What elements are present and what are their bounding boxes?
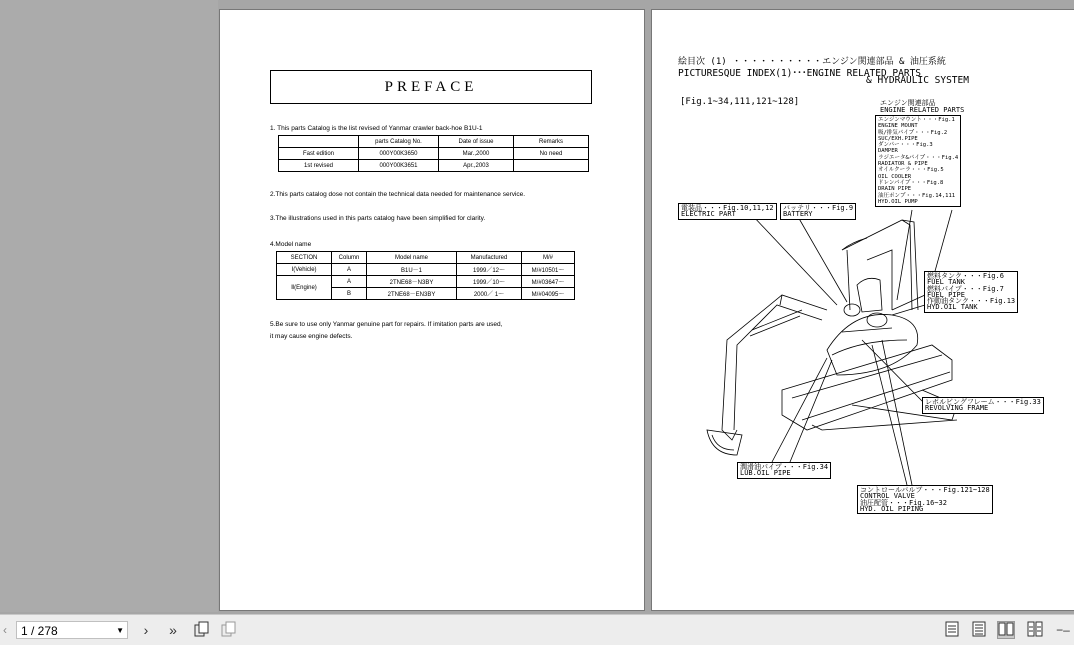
preface-title: PREFACE xyxy=(384,79,478,95)
callout-line: 潤滑油パイプ・・・Fig.34 xyxy=(740,463,829,471)
callout-line: 吸/排気パイプ・・・Fig.2 xyxy=(878,129,948,136)
more-options-icon[interactable]: −– xyxy=(1056,623,1070,637)
table-cell: B xyxy=(332,288,367,300)
table-cell: 000Y00K3651 xyxy=(359,160,439,172)
callout-line: REVOLVING FRAME xyxy=(925,404,989,413)
callout-line: 電装品・・・Fig.10,11,12 xyxy=(681,204,774,212)
catalog-header-remarks: Remarks xyxy=(514,136,589,148)
revolving-frame-box xyxy=(922,397,1044,414)
callout-line: BATTERY xyxy=(783,210,813,219)
copy-icon xyxy=(194,621,210,637)
fuel-tank-box xyxy=(924,271,1018,313)
callout-line: RADIATOR & PIPE xyxy=(878,161,928,168)
callout-line: 燃料タンク・・・Fig.6 xyxy=(927,272,1004,280)
page-indicator: 1 / 278 xyxy=(21,624,58,638)
table-cell: A xyxy=(332,276,367,288)
battery-box xyxy=(780,203,856,220)
table-cell xyxy=(514,160,589,172)
model-header-column: Column xyxy=(332,252,367,264)
table-cell: 1999／12～ xyxy=(457,264,522,276)
lub-oil-pipe-box xyxy=(737,462,831,479)
document-page-2 xyxy=(652,10,1074,610)
callout-line: FUEL PIPE xyxy=(927,290,965,299)
table-cell: Ⅱ(Engine) xyxy=(277,276,332,300)
table-cell: Fast edition xyxy=(279,148,359,160)
model-header-mnum: M/# xyxy=(522,252,575,264)
callout-line: SUC/EXH.PIPE xyxy=(878,135,918,142)
document-page-1 xyxy=(220,10,644,610)
callout-line: 油圧配管・・・Fig.16~32 xyxy=(860,498,947,507)
two-page-view-button[interactable] xyxy=(997,621,1015,639)
model-table xyxy=(276,251,575,300)
single-page-view-button[interactable] xyxy=(943,621,961,639)
table-row xyxy=(279,160,589,172)
callout-line: コントロールバルブ・・・Fig.121~128 xyxy=(860,486,990,494)
viewer-toolbar xyxy=(0,614,1074,645)
table-cell: No need xyxy=(514,148,589,160)
item-1-text: 1. This parts Catalog is the list revised of Yanmar crawler back-hoe B1U-1 xyxy=(270,125,483,132)
model-header-section: SECTION xyxy=(277,252,332,264)
control-valve-box xyxy=(857,485,993,514)
engine-parts-box xyxy=(875,115,961,207)
page-number-field[interactable] xyxy=(16,621,128,639)
engine-parts-en: ENGINE RELATED PARTS xyxy=(880,106,965,114)
prev-page-partial-icon[interactable]: ‹ xyxy=(3,623,7,637)
callout-line: DRAIN PIPE xyxy=(878,186,912,193)
catalog-table xyxy=(278,135,589,172)
left-gutter xyxy=(0,0,218,612)
table-cell: Ⅰ(Vehicle) xyxy=(277,264,332,276)
callout-line: ラジエータ&パイプ・・・Fig.4 xyxy=(878,154,959,161)
table-cell: Apr.,2003 xyxy=(439,160,514,172)
table-cell: M/#03647～ xyxy=(522,276,575,288)
callout-line: CONTROL VALVE xyxy=(860,492,915,501)
index-heading-jp: 絵目次 (1) ・・・・・・・・・・エンジン関連部品 & 油圧系統 xyxy=(678,57,946,67)
callout-line: ELECTRIC PART xyxy=(681,210,736,219)
callout-line: FUEL TANK xyxy=(927,278,965,287)
table-cell: 1st revised xyxy=(279,160,359,172)
callout-line: HYD. OIL PIPING xyxy=(860,504,924,513)
table-cell: A xyxy=(332,264,367,276)
table-cell: Mar.,2000 xyxy=(439,148,514,160)
item-4-text: 4.Model name xyxy=(270,241,312,248)
callout-line: 油圧ポンプ・・・Fig.14,111 xyxy=(878,192,956,199)
single-page-icon xyxy=(945,621,959,637)
engine-parts-jp: エンジン関連部品 xyxy=(880,99,936,107)
callout-line: オイルクーラ・・・Fig.5 xyxy=(878,167,944,174)
catalog-header-blank xyxy=(279,136,359,148)
callout-line: エンジンマウント・・・Fig.1 xyxy=(878,117,955,123)
callout-line: HYD.OIL TANK xyxy=(927,303,978,312)
table-cell: 2000／ 1～ xyxy=(457,288,522,300)
table-cell: 000Y00K3650 xyxy=(359,148,439,160)
chevron-down-icon[interactable]: ▼ xyxy=(116,626,124,635)
table-row xyxy=(277,264,575,276)
item-5-line-1: 5.Be sure to use only Yanmar genuine part for repairs. If imitation parts are used, xyxy=(270,321,503,328)
table-cell: M/#04095～ xyxy=(522,288,575,300)
table-cell: 1999／10～ xyxy=(457,276,522,288)
model-header-manufactured: Manufactured xyxy=(457,252,522,264)
continuous-page-icon xyxy=(972,621,986,637)
callout-line: レボルビングフレーム・・・Fig.33 xyxy=(925,398,1041,406)
index-heading-en-2: & HYDRAULIC SYSTEM xyxy=(866,75,969,86)
catalog-header-date: Date of issue xyxy=(439,136,514,148)
export-page-button[interactable] xyxy=(220,621,238,639)
callout-line: 作動油タンク・・・Fig.13 xyxy=(927,297,1016,306)
copy-page-button[interactable] xyxy=(193,621,211,639)
callout-line: ダンパー・・・Fig.3 xyxy=(878,142,933,149)
table-row xyxy=(279,148,589,160)
callout-line: バッテリ・・・Fig.9 xyxy=(783,204,854,212)
callout-line: LUB.OIL PIPE xyxy=(740,469,791,478)
item-3-text: 3.The illustrations used in this parts catalog have been simplified for clarity. xyxy=(270,215,486,222)
table-cell: M/#10501～ xyxy=(522,264,575,276)
table-cell: 2TNE68－EN3BY xyxy=(367,288,457,300)
table-cell: B1U－1 xyxy=(367,264,457,276)
last-page-button[interactable] xyxy=(164,621,182,639)
item-5-line-2: it may cause engine defects. xyxy=(270,333,353,340)
item-2-text: 2.This parts catalog dose not contain the technical data needed for maintenance service. xyxy=(270,191,526,198)
fig-range: [Fig.1~34,111,121~128] xyxy=(680,97,800,107)
preface-title-box xyxy=(270,70,592,104)
chevron-right-icon: › xyxy=(143,622,149,638)
table-row xyxy=(277,276,575,288)
electric-part-box xyxy=(678,203,777,220)
continuous-view-button[interactable] xyxy=(970,621,988,639)
index-heading-en: PICTURESQUE INDEX(1)･･･ENGINE RELATED PARTS xyxy=(678,68,922,79)
callout-line: DAMPER xyxy=(878,148,898,155)
callout-line: ドレンパイプ・・・Fig.8 xyxy=(878,179,944,186)
two-page-continuous-button[interactable] xyxy=(1026,621,1044,639)
two-page-icon xyxy=(998,622,1014,636)
model-header-name: Model name xyxy=(367,252,457,264)
callout-line: ENGINE MOUNT xyxy=(878,123,918,130)
callout-line: 燃料パイプ・・・Fig.7 xyxy=(927,284,1004,293)
callout-line: HYD.OIL PUMP xyxy=(878,198,918,205)
double-chevron-right-icon: » xyxy=(169,622,177,638)
catalog-header-no: parts Catalog No. xyxy=(359,136,439,148)
export-icon xyxy=(221,621,237,637)
table-cell: 2TNE68－N3BY xyxy=(367,276,457,288)
callout-line: OIL COOLER xyxy=(878,173,912,180)
next-page-button[interactable] xyxy=(137,621,155,639)
two-page-continuous-icon xyxy=(1027,621,1043,637)
